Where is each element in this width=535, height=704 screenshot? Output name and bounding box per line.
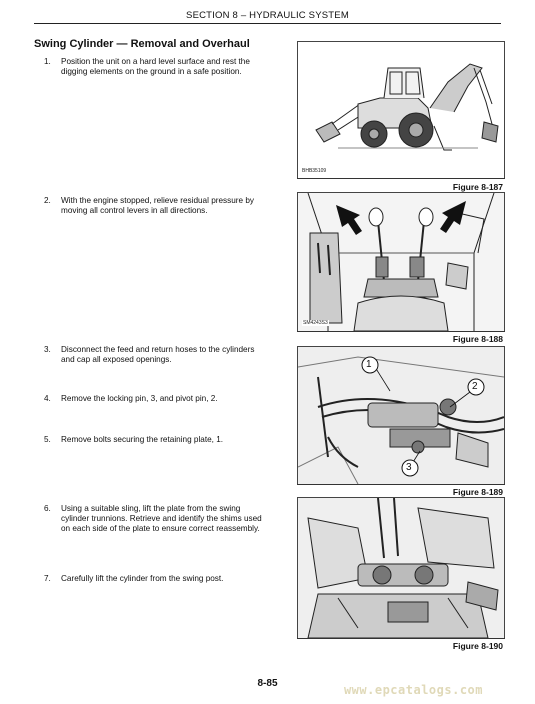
step-1 (34, 57, 266, 77)
figure-code: BHB35109 (302, 168, 327, 174)
figure-caption: Figure 8-190 (452, 641, 503, 651)
figure-caption: Figure 8-188 (452, 334, 503, 344)
callout-2-label: 2 (472, 381, 478, 392)
cylinder-lifted-illustration (298, 498, 504, 638)
step-number: 2. (44, 196, 51, 205)
page-number: 8-85 (257, 678, 278, 689)
step-text: Position the unit on a hard level surface and rest the digging elements on the ground in a safe position. (61, 57, 250, 77)
section-header: SECTION 8 – HYDRAULIC SYSTEM (186, 10, 349, 21)
step-text: Using a suitable sling, lift the plate from the swing cylinder trunnions. Retrieve and identify the shims used on each side of the plate to ensure correct reassembly. (61, 504, 262, 534)
caption-divider (297, 638, 505, 639)
step-text: Disconnect the feed and return hoses to the cylinders and cap all exposed openings. (61, 345, 255, 365)
callout-3-label: 3 (406, 462, 412, 473)
section-title: Swing Cylinder — Removal and Overhaul (34, 38, 250, 50)
callout-1-label: 1 (366, 359, 372, 370)
control-levers-illustration (298, 193, 504, 331)
figure-cylinder-lifted (297, 497, 505, 639)
swing-cylinder-illustration (298, 347, 504, 484)
step-text: Remove bolts securing the retaining plate, 1. (61, 435, 224, 444)
step-4 (34, 394, 266, 404)
caption-divider (297, 178, 505, 179)
header-divider (34, 23, 501, 24)
figure-code: SM4243S3 (303, 320, 328, 326)
figure-backhoe-loader (297, 41, 505, 179)
caption-divider (297, 331, 505, 332)
step-number: 5. (44, 435, 51, 444)
step-number: 3. (44, 345, 51, 354)
figure-control-levers (297, 192, 505, 332)
step-6 (34, 504, 266, 535)
step-5 (34, 435, 266, 445)
backhoe-loader-illustration (298, 42, 504, 178)
step-number: 6. (44, 504, 51, 513)
step-text: Remove the locking pin, 3, and pivot pin, 2. (61, 394, 218, 403)
step-number: 1. (44, 57, 51, 66)
figure-caption: Figure 8-187 (452, 182, 503, 192)
figure-swing-cylinder-callouts (297, 346, 505, 485)
step-7 (34, 574, 266, 584)
watermark-text: www.epcatalogs.com (343, 683, 483, 697)
step-2 (34, 196, 266, 216)
step-3 (34, 345, 266, 365)
figure-caption: Figure 8-189 (452, 487, 503, 497)
step-text: With the engine stopped, relieve residual pressure by moving all control levers in all directions. (61, 196, 254, 216)
caption-divider (297, 484, 505, 485)
step-number: 4. (44, 394, 51, 403)
step-number: 7. (44, 574, 51, 583)
step-text: Carefully lift the cylinder from the swing post. (61, 574, 224, 583)
